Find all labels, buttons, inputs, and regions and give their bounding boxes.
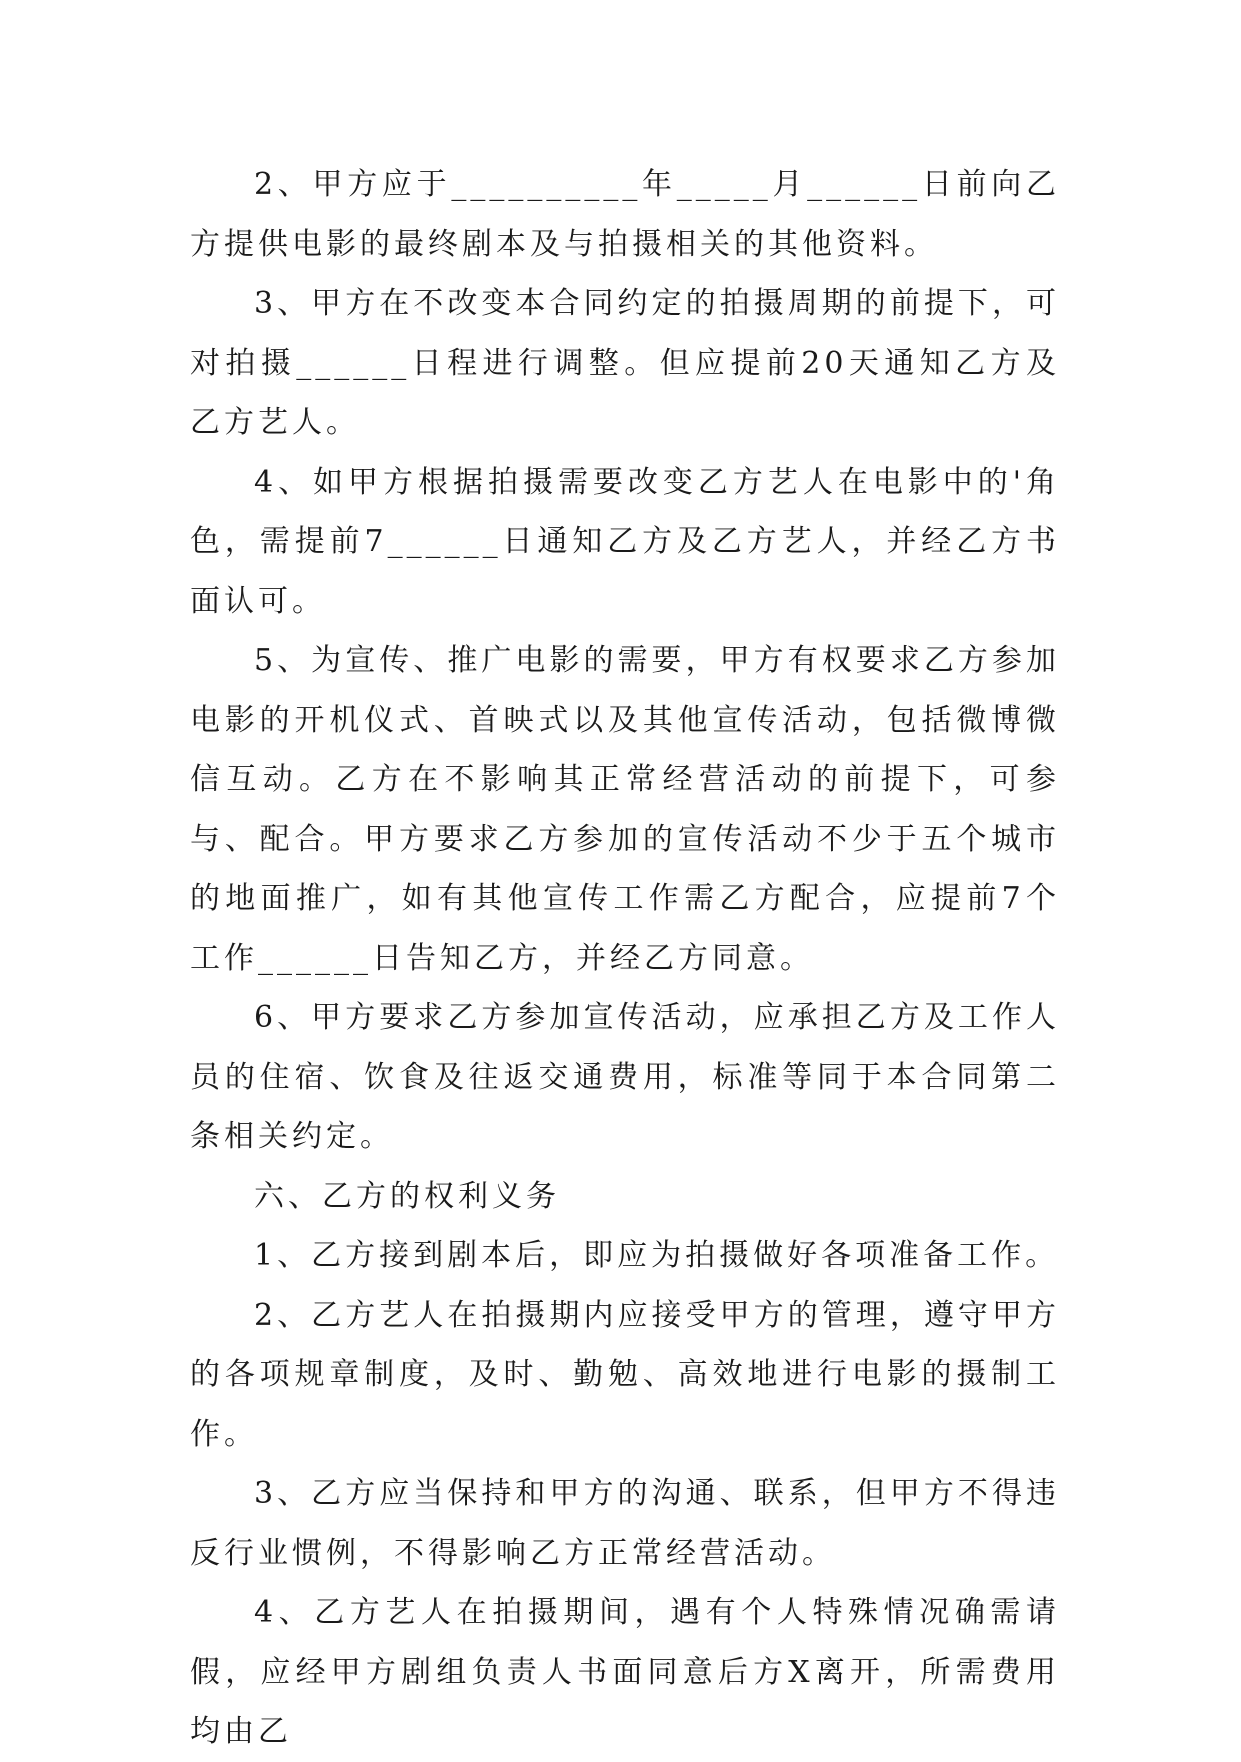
section-heading-party-b-rights: 六、乙方的权利义务 <box>254 1178 560 1214</box>
clause-a5-promotion: 5、为宣传、推广电影的需要，甲方有权要求乙方参加电影的开机仪式、首映式以及其他宣传活动，包括微博微信互动。乙方在不影响其正常经营活动的前提下，可参与、配合。甲方要求乙方参加的宣传活动不少于五个城市的地面推广，如有其他宣传工作需乙方配合，应提前7个工作______日告知乙方，并经乙方同意。 <box>190 643 1060 976</box>
clause-b2-management: 2、乙方艺人在拍摄期内应接受甲方的管理，遵守甲方的各项规章制度，及时、勤勉、高效地进行电影的摄制工作。 <box>190 1297 1060 1452</box>
clause-a4-role-change: 4、如甲方根据拍摄需要改变乙方艺人在电影中的'角色，需提前7______日通知乙方及乙方艺人，并经乙方书面认可。 <box>190 464 1060 619</box>
clause-b4-leave: 4、乙方艺人在拍摄期间，遇有个人特殊情况确需请假，应经甲方剧组负责人书面同意后方X离开，所需费用均由乙 <box>190 1595 1060 1749</box>
clause-b3-communication: 3、乙方应当保持和甲方的沟通、联系，但甲方不得违反行业惯例，不得影响乙方正常经营活动。 <box>190 1476 1060 1571</box>
clause-b1-preparation: 1、乙方接到剧本后，即应为拍摄做好各项准备工作。 <box>254 1238 1060 1273</box>
clause-a6-promotion-costs: 6、甲方要求乙方参加宣传活动，应承担乙方及工作人员的住宿、饮食及往返交通费用，标准等同于本合同第二条相关约定。 <box>190 1000 1060 1154</box>
clause-a2-script-delivery: 2、甲方应于__________年_____月______日前向乙方提供电影的最终剧本及与拍摄相关的其他资料。 <box>190 167 1060 262</box>
contract-body <box>190 155 1060 1762</box>
clause-a3-schedule-adjustment: 3、甲方在不改变本合同约定的拍摄周期的前提下，可对拍摄______日程进行调整。但应提前20天通知乙方及乙方艺人。 <box>190 286 1060 440</box>
